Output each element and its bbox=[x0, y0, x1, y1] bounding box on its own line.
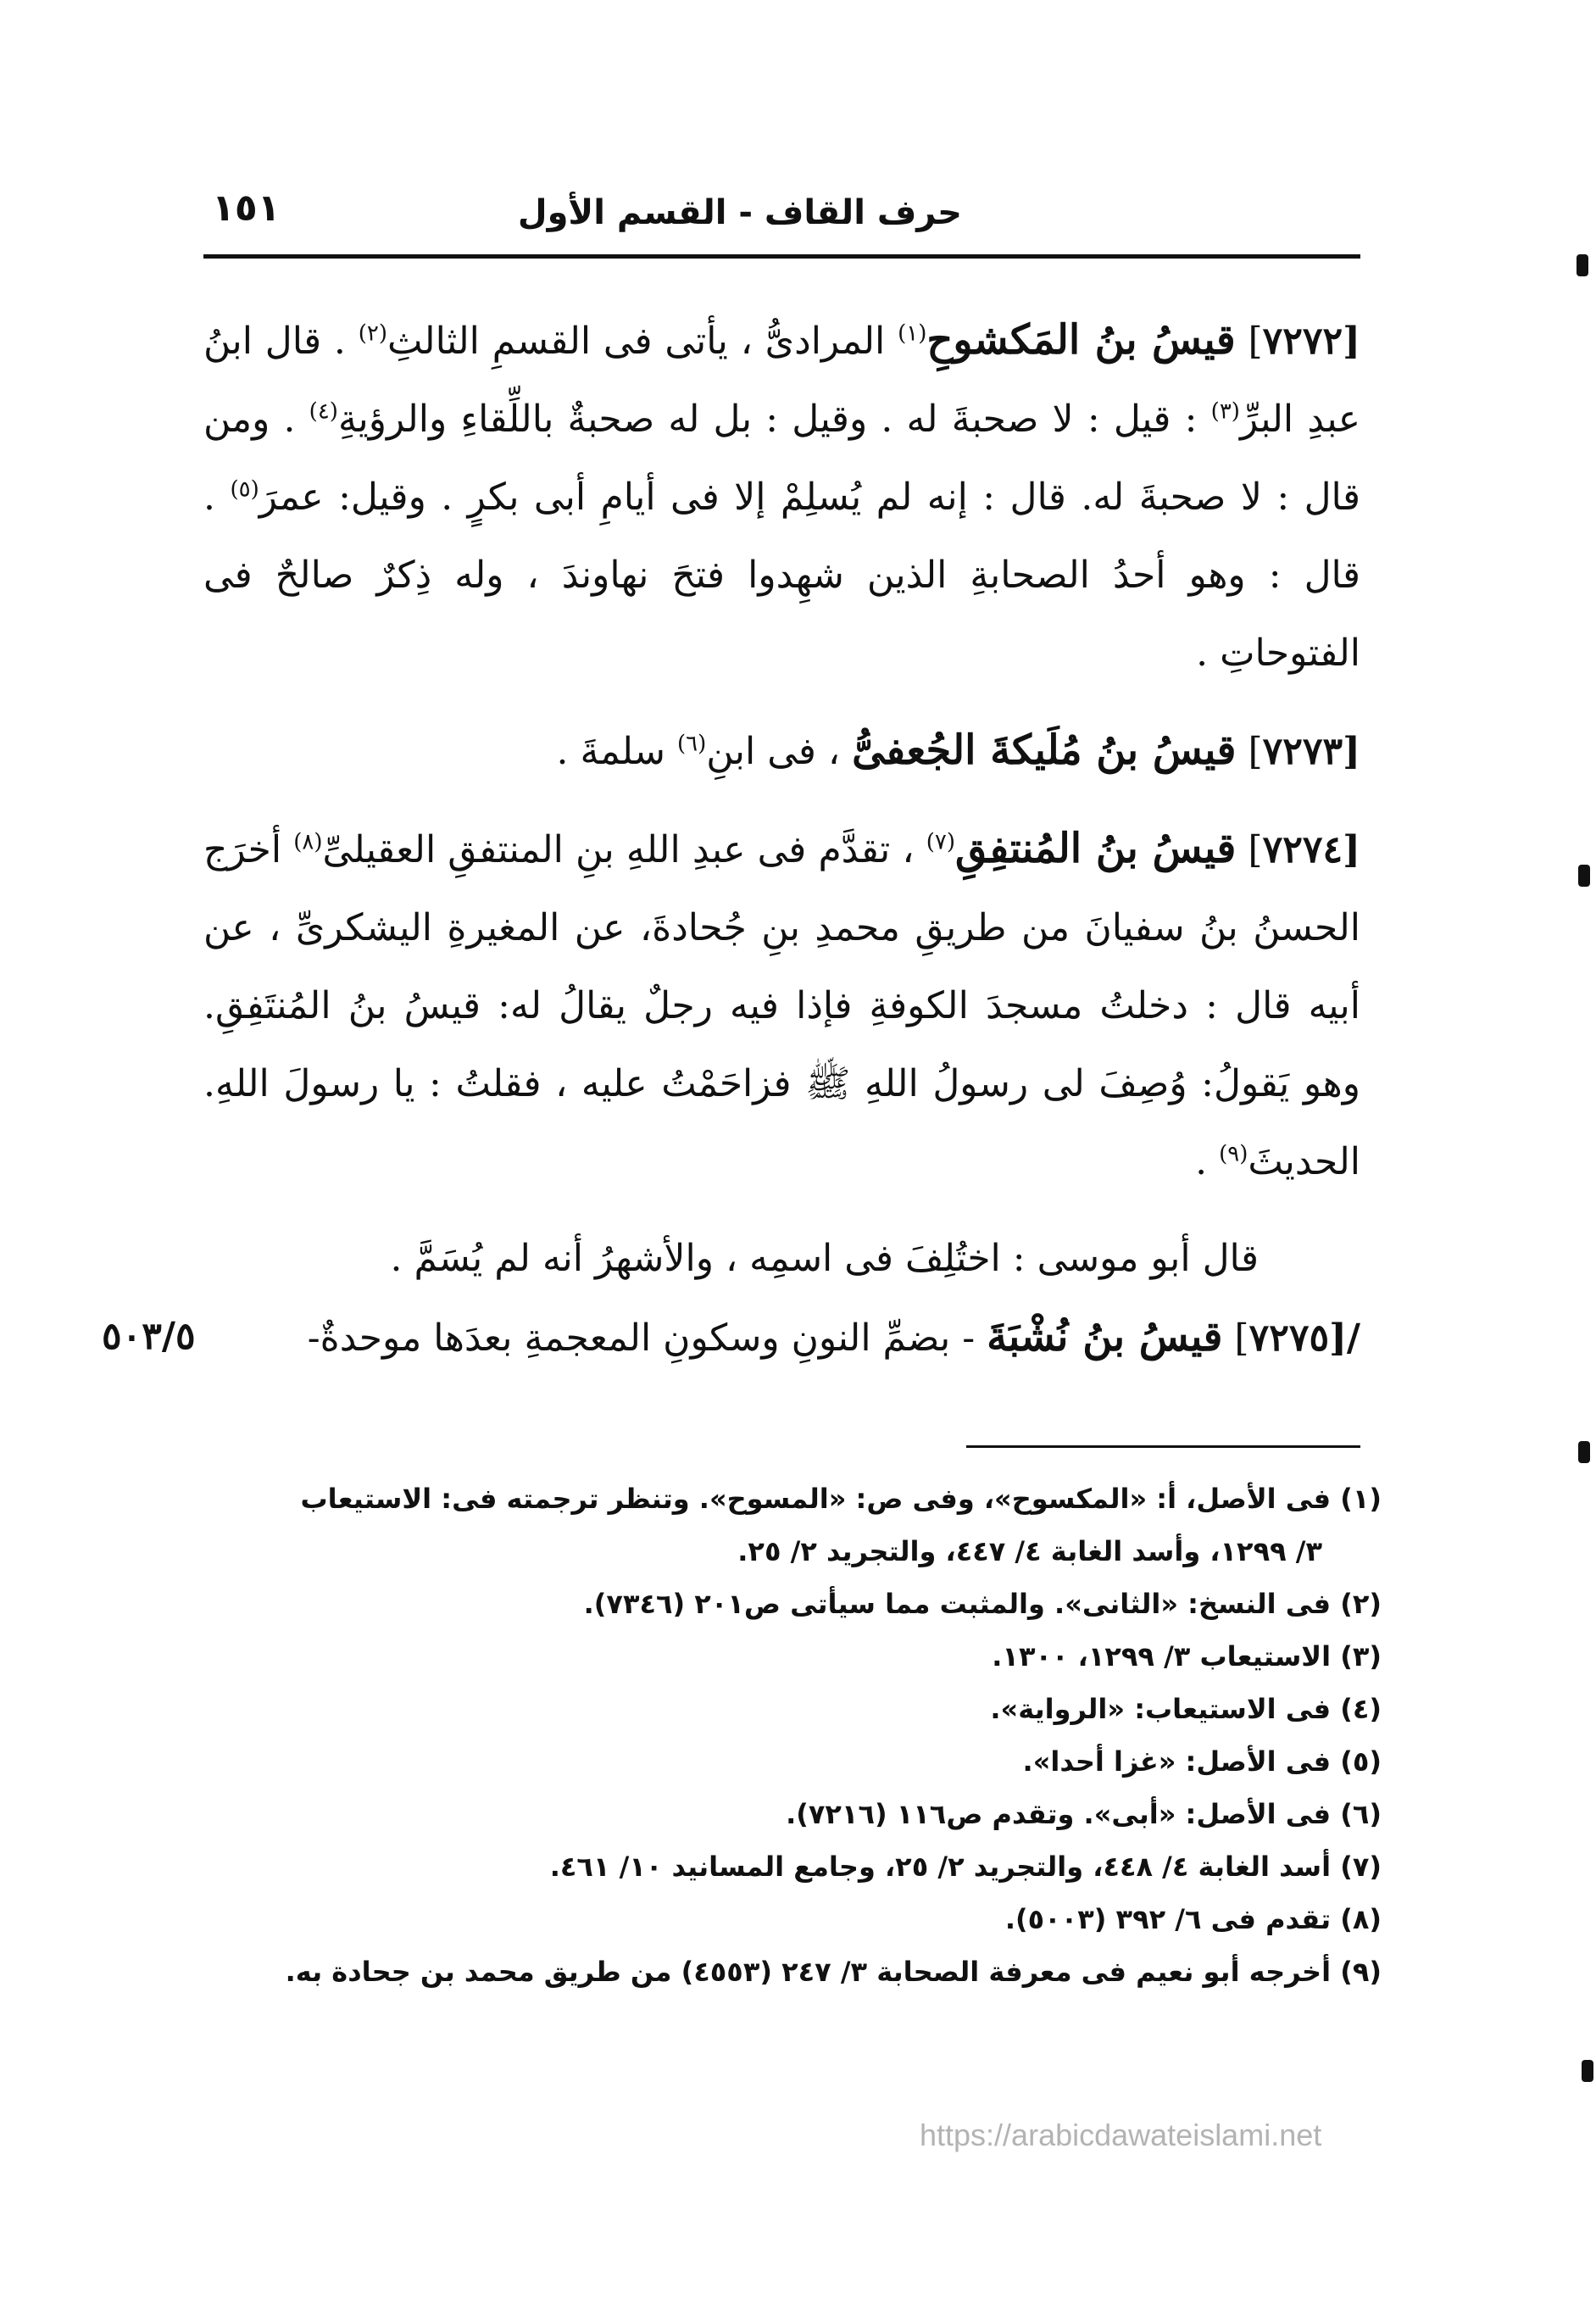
entry-note: قال أبو موسى : اختُلِفَ فى اسمِه ، والأشهرُ أنه لم يُسَمَّ . bbox=[390, 1237, 1259, 1280]
entry-7273: [٧٢٧٣] قيسُ بنُ مُلَيكةَ الجُعفىُّ ، فى ابنِ$^{(٦)}$ سلمةَ . bbox=[556, 726, 1360, 774]
entry-text: . bbox=[1195, 1140, 1208, 1183]
footnote-ref[interactable]: (٩) bbox=[1219, 1141, 1248, 1167]
entry-text: . قال ابنُ عبدِ البرِّ bbox=[203, 320, 1360, 441]
entry-text: أخرَج الحسنُ بنُ سفيانَ من طريقِ محمدِ بنِ جُحادةَ، عن المغيرةِ اليشكرىِّ ، عن أبيه قال : دخلتُ مسجدَ الكوفةِ فإذا فيه رجلٌ يقالُ له: قيسُ بنُ المُنتَفِقِ. وهو يَقولُ: وُصِفَ لى رسولُ اللهِ ﷺ فزاحَمْتُ عليه ، فقلتُ : يا رسولَ اللهِ. الحديثَ bbox=[203, 828, 1360, 1183]
footnote-1: (١) فى الأصل، أ: «المكسوح»، وفى ص: «المسوح». وتنظر ترجمته فى: الاستيعاب bbox=[300, 1483, 1382, 1515]
page-number: ١٥١ bbox=[212, 186, 281, 230]
footnote-separator bbox=[966, 1445, 1360, 1448]
footnote-2: (٢) فى النسخ: «الثانى». والمثبت مما سيأتى ص٢٠١ (٧٣٤٦). bbox=[583, 1588, 1382, 1620]
entry-name: قيسُ بنُ مُلَيكةَ الجُعفىُّ bbox=[852, 726, 1237, 774]
entry-number: [٧٢٧٤ bbox=[1262, 828, 1360, 871]
entry-number: [٧٢٧٢ bbox=[1262, 320, 1360, 363]
scan-edge-mark bbox=[1578, 1441, 1590, 1463]
entry-7274: [٧٢٧٤] قيسُ بنُ المُنتفِقِ$^{(٧)}$ ، تقدَّم فى عبدِ اللهِ بنِ المنتفقِ العقيلىِّ$^{(٨)}$ أخرَج الحسنُ بنُ سفيانَ من طريقِ محمدِ بنِ جُحادةَ، عن المغيرةِ اليشكرىِّ ، عن أبيه قال : دخلتُ مسجدَ الكوفةِ فإذا فيه رجلٌ يقالُ له: قيسُ بنُ المُنتَفِقِ. وهو يَقولُ: وُصِفَ لى رسولُ اللهِ ﷺ فزاحَمْتُ عليه ، فقلتُ : يا رسولَ اللهِ. الحديثَ$^{(٩)}$ . bbox=[203, 825, 1360, 1183]
entry-text: المرادىُّ ، يأتى فى القسمِ الثالثِ bbox=[386, 320, 886, 363]
entry-number: [٧٢٧٣ bbox=[1262, 730, 1360, 773]
footnote-ref[interactable]: (٧) bbox=[926, 829, 956, 855]
entry-text: ، تقدَّم فى عبدِ اللهِ بنِ المنتفقِ العقيلىِّ bbox=[322, 828, 915, 871]
entry-text: سلمةَ . bbox=[556, 730, 665, 773]
footnote-ref[interactable]: (٥) bbox=[230, 476, 259, 503]
footnote-ref[interactable]: (٢) bbox=[358, 320, 387, 347]
scan-edge-mark bbox=[1582, 2060, 1593, 2082]
margin-reference: ٥٠٣/٥ bbox=[102, 1315, 196, 1358]
scan-edge-mark bbox=[1578, 865, 1590, 887]
entry-name: قيسُ بنُ المَكشوحِ bbox=[926, 316, 1236, 364]
entry-7275: /[٧٢٧٥] قيسُ بنُ نُشْبَةَ - بضمِّ النونِ وسكونِ المعجمةِ بعدَها موحدةٌ- ٥٠٣/٥ bbox=[203, 1298, 1360, 1378]
footnote-8: (٨) تقدم فى ٦/ ٣٩٢ (٥٠٠٣). bbox=[1004, 1903, 1382, 1935]
footnote-9: (٩) أخرجه أبو نعيم فى معرفة الصحابة ٣/ ٢٤٧ (٤٥٥٣) من طريق محمد بن جحادة به. bbox=[285, 1956, 1382, 1988]
footnote-6: (٦) فى الأصل: «أبى». وتقدم ص١١٦ (٧٢١٦). bbox=[786, 1798, 1382, 1830]
footnote-4: (٤) فى الاستيعاب: «الرواية». bbox=[990, 1693, 1382, 1725]
running-title: حرف القاف - القسم الأول bbox=[517, 193, 962, 232]
entry-name: قيسُ بنُ المُنتفِقِ bbox=[955, 825, 1237, 872]
footnote-ref[interactable]: (٦) bbox=[676, 731, 707, 757]
entry-text: . قال : وهو أحدُ الصحابةِ الذين شهِدوا فتحَ نهاوندَ ، وله ذِكرٌ صالحٌ فى الفتوحاتِ . bbox=[203, 476, 1360, 675]
footnotes bbox=[203, 1475, 1382, 2001]
footnote-5: (٥) فى الأصل: «غزا أحدا». bbox=[1022, 1745, 1382, 1778]
entry-text: . ومن قال : لا صحبةَ له. قال : إنه لم يُسلِمْ إلا فى أيامِ أبى بكرٍ . وقيل: عمرَ bbox=[203, 398, 1360, 519]
footnote-7: (٧) أسد الغابة ٤/ ٤٤٨، والتجريد ٢/ ٢٥، وجامع المسانيد ١٠/ ٤٦١. bbox=[549, 1851, 1382, 1883]
entry-text: - بضمِّ النونِ وسكونِ المعجمةِ بعدَها موحدةٌ- bbox=[307, 1316, 976, 1360]
main-text bbox=[102, 301, 1360, 1378]
entry-text: : قيل : لا صحبةَ له . وقيل : بل له صحبةٌ باللِّقاءِ والرؤيةِ bbox=[337, 398, 1198, 441]
entry-name: قيسُ بنُ نُشْبَةَ bbox=[987, 1313, 1223, 1361]
footnote-ref[interactable]: (٣) bbox=[1210, 398, 1240, 425]
footnote-ref[interactable]: (١) bbox=[898, 320, 927, 347]
scan-edge-mark bbox=[1577, 254, 1588, 276]
page-header bbox=[203, 178, 1360, 254]
footnote-ref[interactable]: (٨) bbox=[293, 829, 323, 855]
entry-number: /[٧٢٧٥ bbox=[1248, 1316, 1360, 1360]
entry-text: ، فى ابنِ bbox=[706, 730, 841, 773]
footnote-1-continued: ٣/ ١٢٩٩، وأسد الغابة ٤/ ٤٤٧، والتجريد ٢/ ٢٥. bbox=[737, 1535, 1322, 1567]
footnote-ref[interactable]: (٤) bbox=[309, 398, 338, 425]
watermark-url: https://arabicdawateislami.net bbox=[920, 2118, 1322, 2152]
entry-7272: [٧٢٧٢] قيسُ بنُ المَكشوحِ$^{(١)}$ المرادىُّ ، يأتى فى القسمِ الثالثِ$^{(٢)}$ . قال ابنُ عبدِ البرِّ$^{(٣)}$ : قيل : لا صحبةَ له . وقيل : بل له صحبةٌ باللِّقاءِ والرؤيةِ$^{(٤)}$ . ومن قال : لا صحبةَ له. قال : إنه لم يُسلِمْ إلا فى أيامِ أبى بكرٍ . وقيل: عمرَ$^{(٥)}$ . قال : وهو أحدُ الصحابةِ الذين شهِدوا فتحَ نهاوندَ ، وله ذِكرٌ صالحٌ فى الفتوحاتِ . bbox=[203, 316, 1360, 675]
header-rule bbox=[203, 254, 1360, 259]
footnote-3: (٣) الاستيعاب ٣/ ١٢٩٩، ١٣٠٠. bbox=[992, 1640, 1382, 1673]
